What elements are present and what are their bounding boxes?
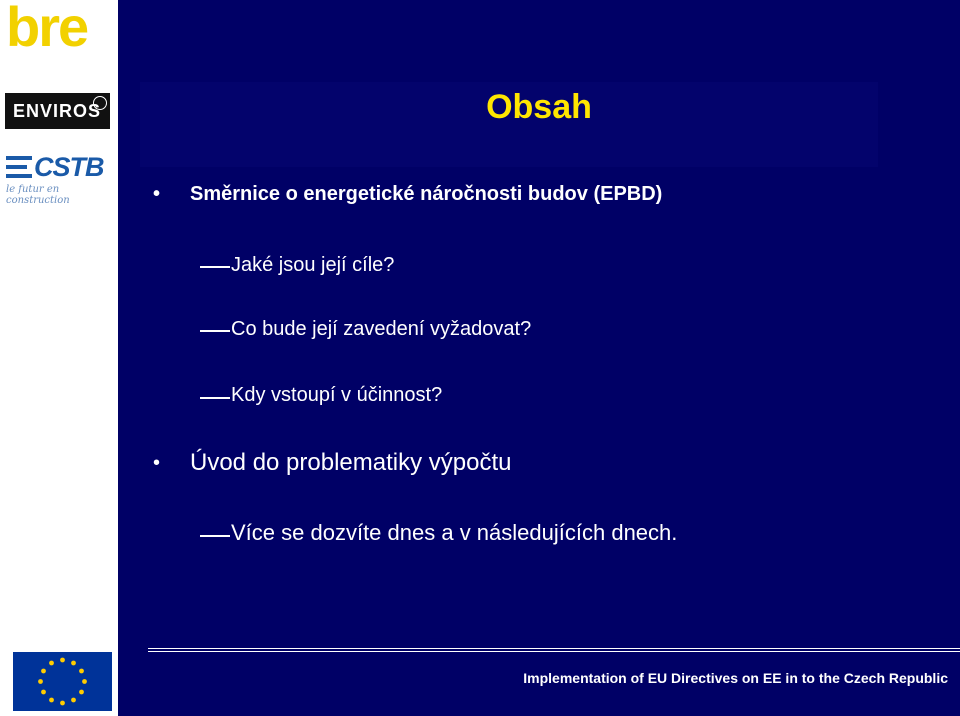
dash-icon [200,535,230,537]
footer-text: Implementation of EU Directives on EE in to the Czech Republic [523,670,948,686]
sub-bullet-text: Kdy vstoupí v účinnost? [231,384,443,406]
logo-sidebar [0,0,118,716]
cstb-stripes-icon [6,156,32,178]
dash-icon [200,397,230,399]
slide [118,0,960,716]
bre-logo: bre [6,0,88,58]
cstb-logo-text: CSTB [34,152,104,182]
sub-bullet-text: Více se dozvíte dnes a v následujících dnech. [231,520,678,545]
bullet-dot-icon: • [153,452,161,474]
dash-icon [200,266,230,268]
footer-divider [148,651,960,652]
bullet-text: Úvod do problematiky výpočtu [190,449,512,476]
enviros-logo-text: ENVIROS [13,101,102,121]
bullet-text: Směrnice o energetické náročnosti budov (EPBD) [190,183,663,205]
enviros-e-mark-icon [93,96,107,110]
dash-icon [200,330,230,332]
cstb-tagline: le futur en construction [6,184,70,206]
footer-divider [148,648,960,649]
bullet-dot-icon: • [153,183,161,205]
cstb-logo [6,152,114,206]
sub-bullet-text: Jaké jsou její cíle? [231,254,395,276]
sub-bullet-text: Co bude její zavedení vyžadovat? [231,318,532,340]
eu-flag [13,652,112,711]
slide-title: Obsah [486,88,592,126]
eu-stars-icon [13,652,112,711]
enviros-logo [5,93,110,129]
